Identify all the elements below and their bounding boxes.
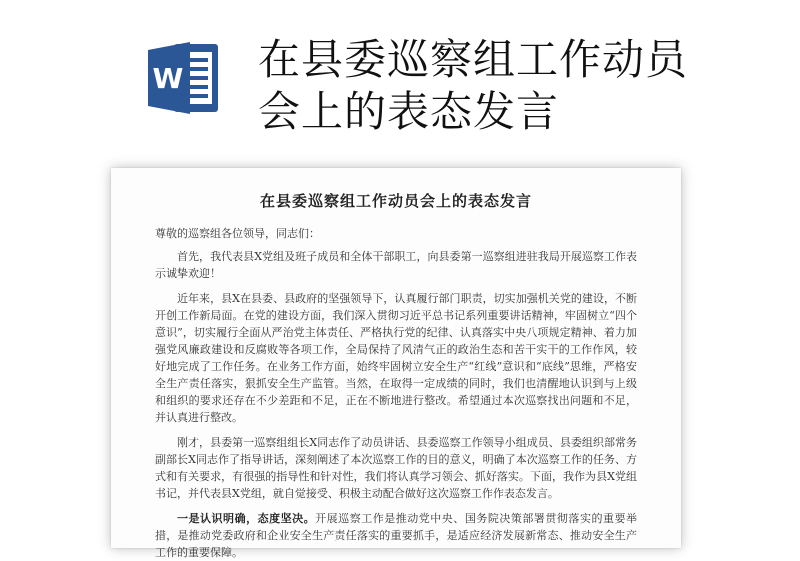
paragraph-4: [155, 510, 637, 561]
word-icon: [146, 38, 222, 118]
document-page: [111, 168, 681, 559]
paragraph-2: 近年来，县X在县委、县政府的坚强领导下，认真履行部门职责，切实加强机关党的建设，不断开创工作新局面。在党的建设方面，我们深入贯彻习近平总书记系列重要讲话精神，牢固树立“四个意识”，切实履行全面从严治党主体责任、严格执行党的纪律、认真落实中央八项规定精神、着力加强党风廉政建设和反腐败等各项工作，全局保持了风清气正的政治生态和苦干实干的工作作风，较好地完成了工作任务。在业务工作方面，始终牢固树立安全生产“红线”意识和“底线”思维，严格安全生产责任落实，狠抓安全生产监管。当然，在取得一定成绩的同时，我们也清醒地认识到与上级和组织的要求还存在不少差距和不足，正在不断地进行整改。希望通过本次巡察找出问题和不足，并认真进行整改。: [155, 292, 637, 424]
paragraph-4-heading: 一是认识明确，态度坚决。: [177, 512, 316, 525]
document-title: 在县委巡察组工作动员会上的表态发言: [259, 192, 532, 210]
salutation: 尊敬的巡察组各位领导，同志们：: [155, 227, 320, 240]
paragraph-4-body: 开展巡察工作是推动党中央、国务院决策部署贯彻落实的重要举措，是推动党委政府和企业安全生产责任落实的重要抓手，是适应经济发展新常态、推动安全生产工作的重要保障。: [155, 512, 638, 559]
paragraph-3: 刚才，县委第一巡察组组长X同志作了动员讲话、县委巡察工作领导小组成员、县委组织部常务副部长X同志作了指导讲话，深刻阐述了本次巡察工作的目的意义，明确了本次巡察工作的任务、方式和有关要求，有很强的指导性和针对性，我们将认真学习领会、抓好落实。下面，我作为县X党组书记，并代表县X党组，就自觉接受、积极主动配合做好这次巡察工作作表态发言。: [155, 436, 637, 500]
banner-title: 在县委巡察组工作动员会上的表态发言: [258, 35, 689, 136]
banner: [0, 0, 800, 160]
svg-text:W: W: [152, 62, 184, 95]
paragraph-1: 首先，我代表县X党组及班子成员和全体干部职工，向县委第一巡察组进驻我局开展巡察工作表示诚挚欢迎！: [155, 250, 637, 280]
